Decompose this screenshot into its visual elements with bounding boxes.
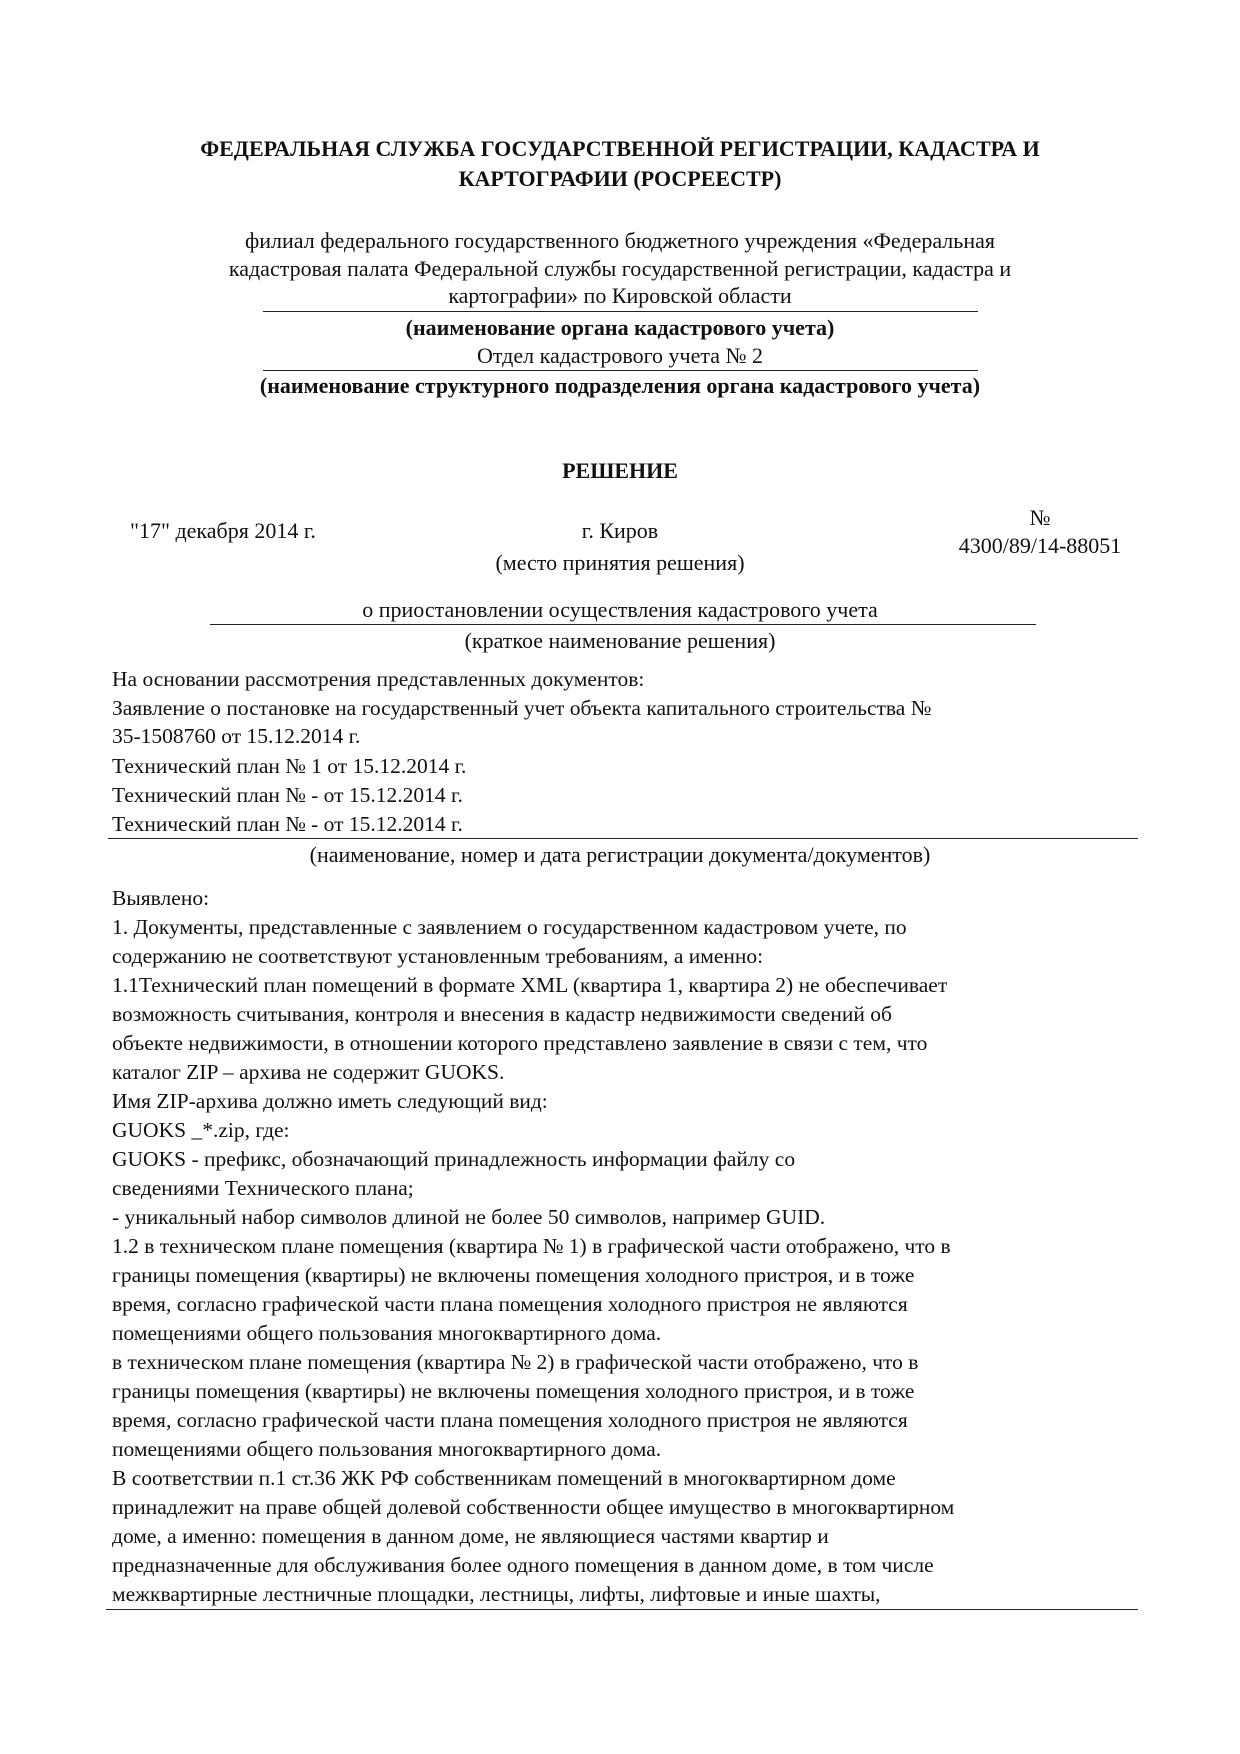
findings-line: помещениями общего пользования многоквартирного дома. [112, 1321, 662, 1345]
findings-line: помещениями общего пользования многоквартирного дома. [112, 1437, 662, 1461]
branch-name-line-1: филиал федерального государственного бюджетного учреждения «Федеральная [245, 228, 995, 253]
decision-subject-underline [210, 624, 1036, 625]
findings-line: границы помещения (квартиры) не включены помещения холодного пристроя, и в тоже [112, 1263, 915, 1287]
department-underline [263, 370, 978, 371]
findings-line: время, согласно графической части плана помещения холодного пристроя не являются [112, 1292, 908, 1316]
decision-date: "17" декабря 2014 г. [130, 518, 316, 543]
basis-caption: (наименование, номер и дата регистрации документа/документов) [309, 842, 931, 867]
decision-title: РЕШЕНИЕ [562, 458, 678, 483]
agency-title-line-1: ФЕДЕРАЛЬНАЯ СЛУЖБА ГОСУДАРСТВЕННОЙ РЕГИСТРАЦИИ, КАДАСТРА И [200, 136, 1040, 161]
findings-line: - уникальный набор символов длиной не более 50 символов, например GUID. [112, 1205, 826, 1229]
findings-underline [106, 1609, 1138, 1610]
department-name: Отдел кадастрового учета № 2 [476, 343, 764, 368]
basis-intro: На основании рассмотрения представленных документов: [112, 667, 645, 691]
findings-line: межквартирные лестничные площадки, лестницы, лифты, лифтовые и иные шахты, [112, 1582, 881, 1606]
basis-line: 35-1508760 от 15.12.2014 г. [112, 724, 361, 748]
findings-line: предназначенные для обслуживания более одного помещения в данном доме, в том числе [112, 1553, 934, 1577]
findings-line: В соответствии п.1 ст.36 ЖК РФ собственникам помещений в многоквартирном доме [112, 1466, 896, 1490]
agency-title-line-2: КАРТОГРАФИИ (РОСРЕЕСТР) [458, 166, 782, 191]
findings-line: время, согласно графической части плана помещения холодного пристроя не являются [112, 1408, 908, 1432]
decision-place-caption: (место принятия решения) [495, 550, 745, 575]
findings-line: 1.2 в техническом плане помещения (квартира № 1) в графической части отображено, что в [112, 1234, 951, 1258]
decision-place: г. Киров [581, 518, 659, 543]
decision-subject-caption: (краткое наименование решения) [464, 628, 776, 653]
findings-line: GUOKS - префикс, обозначающий принадлежность информации файлу со [112, 1147, 796, 1171]
findings-line: каталог ZIP – архива не содержит GUOKS. [112, 1060, 505, 1084]
findings-line: 1. Документы, представленные с заявлением о государственном кадастровом учете, по [112, 915, 907, 939]
branch-name-line-3: картографии» по Кировской области [448, 283, 792, 308]
decision-subject: о приостановлении осуществления кадастрового учета [362, 597, 878, 622]
findings-line: доме, а именно: помещения в данном доме, не являющиеся частями квартир и [112, 1524, 829, 1548]
findings-line: объекте недвижимости, в отношении которого представлено заявление в связи с тем, что [112, 1031, 928, 1055]
findings-line: Выявлено: [112, 886, 210, 910]
findings-line: содержанию не соответствуют установленным требованиям, а именно: [112, 944, 764, 968]
findings-line: сведениями Технического плана; [112, 1176, 414, 1200]
branch-name-line-2: кадастровая палата Федеральной службы государственной регистрации, кадастра и [228, 256, 1012, 281]
basis-underline [108, 838, 1138, 839]
findings-line: Имя ZIP-архива должно иметь следующий вид: [112, 1089, 548, 1113]
findings-line: GUOKS _*.zip, где: [112, 1118, 290, 1142]
findings-line: границы помещения (квартиры) не включены помещения холодного пристроя, и в тоже [112, 1379, 915, 1403]
findings-line: принадлежит на праве общей долевой собственности общее имущество в многоквартирном [112, 1495, 955, 1519]
branch-underline [263, 311, 978, 312]
decision-number: 4300/89/14-88051 [958, 533, 1122, 558]
findings-line: 1.1Технический план помещений в формате XML (квартира 1, квартира 2) не обеспечивает [112, 973, 948, 997]
branch-caption: (наименование органа кадастрового учета) [405, 315, 835, 340]
findings-line: возможность считывания, контроля и внесения в кадастр недвижимости сведений об [112, 1002, 892, 1026]
findings-line: в техническом плане помещения (квартира № 2) в графической части отображено, что в [112, 1350, 919, 1374]
basis-line: Заявление о постановке на государственный учет объекта капитального строительства № [112, 696, 932, 720]
decision-number-label: № [1029, 505, 1051, 530]
department-caption: (наименование структурного подразделения органа кадастрового учета) [259, 373, 981, 398]
basis-line: Технический план № - от 15.12.2014 г. [112, 812, 463, 836]
basis-line: Технический план № - от 15.12.2014 г. [112, 783, 463, 807]
basis-line: Технический план № 1 от 15.12.2014 г. [112, 754, 467, 778]
